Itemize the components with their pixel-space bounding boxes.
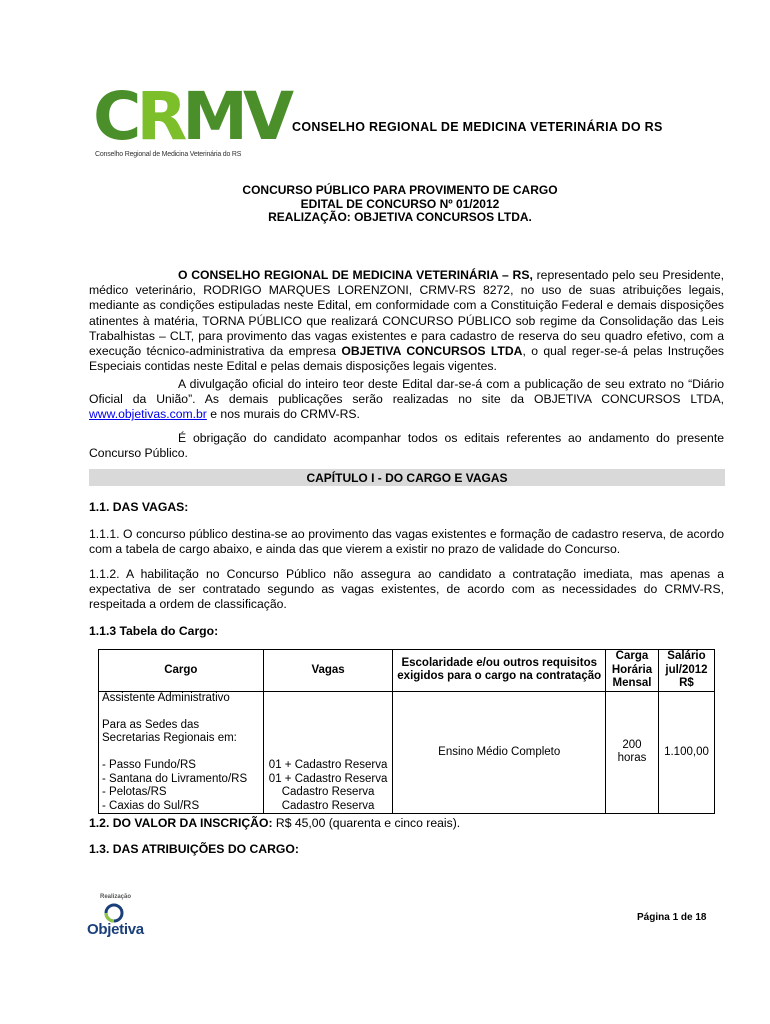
intro-text-2: , o qual reger-se-á pelas Instruções Especiais contidas neste Edital e pelas demais disposições legais vigentes. <box>89 344 724 374</box>
chapter-heading: CAPÍTULO I - DO CARGO E VAGAS <box>306 471 508 485</box>
city-item: - Santana do Livramento/RS <box>102 772 248 785</box>
divulgacao-text-1: A divulgação oficial do inteiro teor deste Edital dar-se-á com a publicação de seu extrato no “Diário Oficial da União”. As demais publicações serão realizadas no site da OBJETIVA CONCURSOS LTDA, <box>89 377 724 407</box>
vagas-item: 01 + Cadastro Reserva <box>268 759 388 771</box>
cell-vagas <box>263 691 393 814</box>
title-line-2: EDITAL DE CONCURSO Nº 01/2012 <box>300 196 500 211</box>
header-escolaridade: Escolaridade e/ou outros requisitos exigidos para o cargo na contratação <box>393 650 606 692</box>
intro-bold-lead: O CONSELHO REGIONAL DE MEDICINA VETERINÁRIA – RS, <box>178 268 533 282</box>
crmv-logo: CRMV <box>93 78 290 155</box>
intro-paragraph <box>89 268 724 374</box>
page-number: Página 1 de 18 <box>637 912 707 923</box>
header-salario-line-1: Salário <box>667 650 706 662</box>
city-item: - Passo Fundo/RS <box>102 759 196 771</box>
objetiva-logo <box>84 892 144 942</box>
section-1-1-2: 1.1.2. A habilitação no Concurso Público não assegura ao candidato a contratação imediata, mas apenas a expectativa de ser contratado segundo as vagas existentes, de acordo com as necessidades do CRMV-RS, respeitada a ordem de classificação. <box>89 567 724 612</box>
cell-cargo <box>99 691 264 814</box>
divulgacao-paragraph <box>89 377 724 423</box>
objetiva-website-link[interactable]: www.objetivas.com.br <box>89 407 207 422</box>
header-vagas: Vagas <box>263 650 393 692</box>
vagas-item: Cadastro Reserva <box>281 786 375 798</box>
title-line-3: REALIZAÇÃO: OBJETIVA CONCURSOS LTDA. <box>268 210 532 224</box>
vagas-item: 01 + Cadastro Reserva <box>268 772 388 785</box>
header-carga-line-2: Horária <box>611 663 653 676</box>
crmv-logo-subtitle: Conselho Regional de Medicina Veterinária do RS <box>95 151 242 158</box>
divulgacao-text-2: e nos murais do CRMV-RS. <box>206 407 360 422</box>
cargo-table <box>98 649 715 814</box>
cell-carga-horaria <box>606 691 659 814</box>
section-1-2-heading: 1.2. DO VALOR DA INSCRIÇÃO: <box>89 816 273 830</box>
document-title <box>150 184 650 225</box>
intro-bold-company: OBJETIVA CONCURSOS LTDA <box>341 344 523 359</box>
section-1-2-text: R$ 45,00 (quarenta e cinco reais). <box>272 816 461 830</box>
header-cargo: Cargo <box>99 650 264 692</box>
organization-header: CONSELHO REGIONAL DE MEDICINA VETERINÁRIA DO RS <box>292 120 663 134</box>
header-carga-line-3: Mensal <box>612 677 652 689</box>
cell-escolaridade: Ensino Médio Completo <box>393 691 606 814</box>
header-salario-line-2: jul/2012 <box>665 663 708 676</box>
section-1-2 <box>89 816 460 830</box>
table-row <box>99 691 715 814</box>
intro-text-1: representado pelo seu Presidente, médico veterinário, RODRIGO MARQUES LORENZONI, CRMV-RS 8272, no uso de suas atribuições legais, mediante as condições estipuladas neste Edital, em conformidade com a Constituição Federal e demais disposições atinentes à matéria, TORNA PÚBLICO que realizará CONCURSO PÚBLICO sob regime da Consolidação das Leis Trabalhistas – CLT, para provimento das vagas existentes e para cadastro de reserva do seu quadro efetivo, com a execução técnico-administrativa da empresa <box>89 268 725 359</box>
sedes-line-2: Secretarias Regionais em: <box>102 732 237 744</box>
objetiva-brand: Objetiva <box>87 921 144 938</box>
section-1-3-heading: 1.3. DAS ATRIBUIÇÕES DO CARGO: <box>89 842 299 856</box>
sedes-line-1: Para as Sedes das <box>102 718 200 731</box>
carga-line-1: 200 <box>622 738 642 751</box>
realizacao-label: Realização <box>100 894 132 900</box>
city-item: - Pelotas/RS <box>102 786 167 798</box>
obrigacao-paragraph: É obrigação do candidato acompanhar todos os editais referentes ao andamento do presente Concurso Público. <box>89 431 724 461</box>
carga-line-2: horas <box>617 752 647 765</box>
section-1-1-3-heading: 1.1.3 Tabela do Cargo: <box>89 624 219 638</box>
city-item: - Caxias do Sul/RS <box>102 799 200 812</box>
vagas-item: Cadastro Reserva <box>281 799 375 812</box>
section-1-1-1: 1.1.1. O concurso público destina-se ao provimento das vagas existentes e formação de cadastro reserva, de acordo com a tabela de cargo abaixo, e ainda das que vierem a existir no prazo de validade do Concurso. <box>89 527 724 557</box>
header-salario-line-3: R$ <box>679 677 694 689</box>
table-header-row <box>99 650 715 692</box>
header-salario <box>658 650 714 692</box>
header-carga-line-1: Carga <box>615 650 649 662</box>
section-1-1-heading: 1.1. DAS VAGAS: <box>89 500 189 514</box>
cell-salario: 1.100,00 <box>658 691 714 814</box>
title-line-1: CONCURSO PÚBLICO PARA PROVIMENTO DE CARGO <box>242 183 558 197</box>
header-carga-horaria <box>606 650 659 692</box>
cargo-name: Assistente Administrativo <box>102 691 230 704</box>
